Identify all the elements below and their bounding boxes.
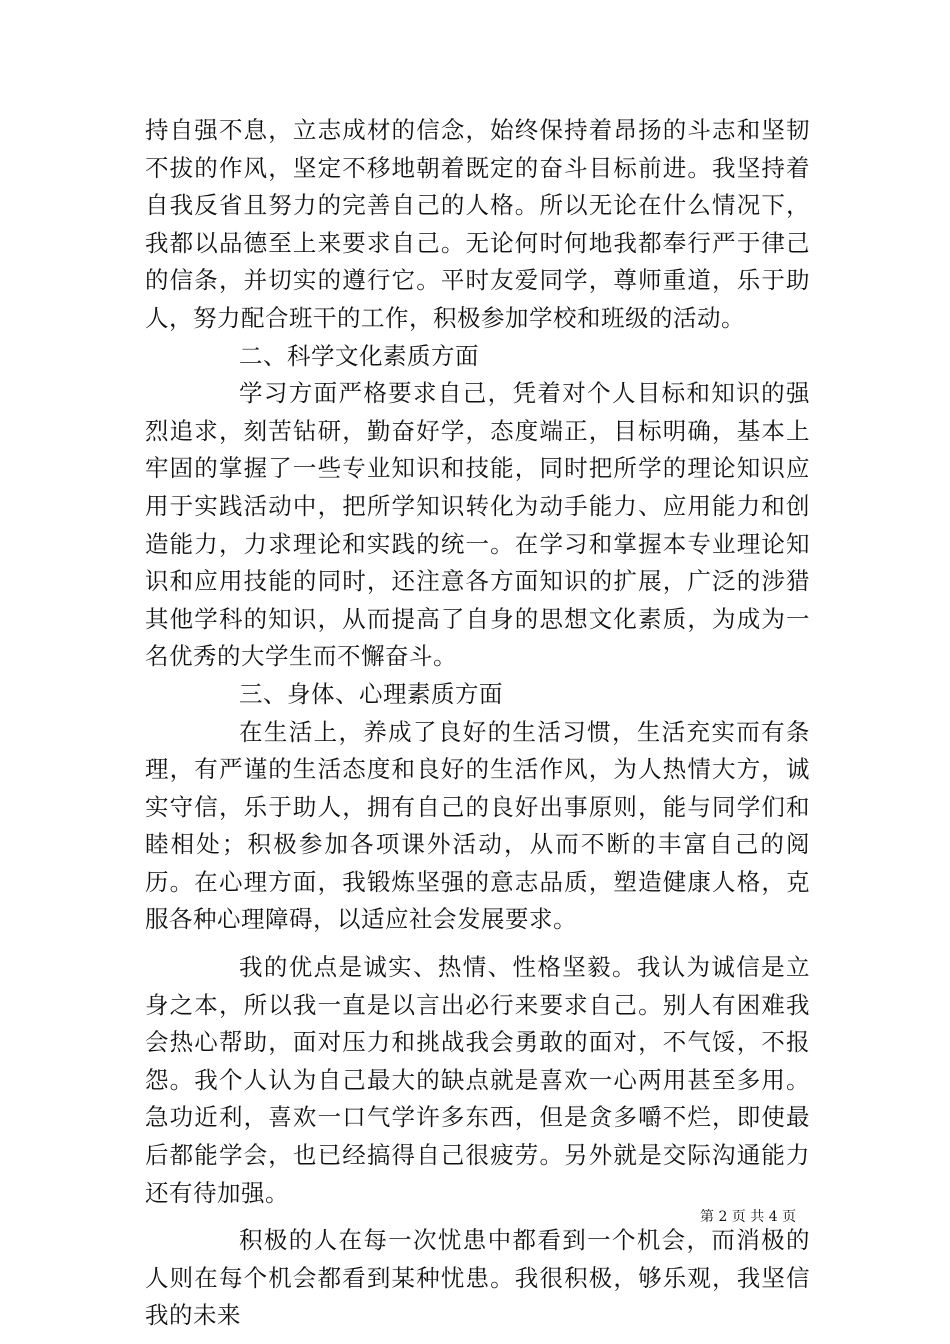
paragraph-strengths-weaknesses: 我的优点是诚实、热情、性格坚毅。我认为诚信是立身之本，所以我一直是以言出必行来要求自己。别人有困难我会热心帮助，面对压力和挑战我会勇敢的面对，不气馁，不报怨。我个人认为自己最大的缺点就是喜欢一心两用甚至多用。急功近利，喜欢一口气学许多东西，但是贪多嚼不烂，即使最后都能学会，也已经搞得自己很疲劳。另外就是交际沟通能力还有待加强。: [145, 953, 810, 1207]
paragraph-study: 学习方面严格要求自己，凭着对个人目标和知识的强烈追求，刻苦钻研，勤奋好学，态度端正，目标明确，基本上牢固的掌握了一些专业知识和技能，同时把所学的理论知识应用于实践活动中，把所学知识转化为动手能力、应用能力和创造能力，力求理论和实践的统一。在学习和掌握本专业理论知识和应用技能的同时，还注意各方面知识的扩展，广泛的涉猎其他学科的知识，从而提高了自身的思想文化素质，为成为一名优秀的大学生而不懈奋斗。: [145, 379, 810, 671]
paragraph-continuation: 持自强不息，立志成材的信念，始终保持着昂扬的斗志和坚韧不拔的作风，坚定不移地朝着既定的奋斗目标前进。我坚持着自我反省且努力的完善自己的人格。所以无论在什么情况下，我都以品德至上来要求自己。无论何时何地我都奉行严于律己的信条，并切实的遵行它。平时友爱同学，尊师重道，乐于助人，努力配合班干的工作，积极参加学校和班级的活动。: [145, 116, 810, 332]
paragraph-life: 在生活上，养成了良好的生活习惯，生活充实而有条理，有严谨的生活态度和良好的生活作风，为人热情大方，诚实守信，乐于助人，拥有自己的良好出事原则，能与同学们和睦相处；积极参加各项课外活动，从而不断的丰富自己的阅历。在心理方面，我锻炼坚强的意志品质，塑造健康人格，克服各种心理障碍，以适应社会发展要求。: [145, 717, 810, 934]
document-body: [145, 112, 810, 1335]
page-number-footer: 第 2 页 共 4 页: [700, 1209, 797, 1225]
section-heading-science-culture: 二、科学文化素质方面: [239, 341, 479, 370]
section-heading-body-mind: 三、身体、心理素质方面: [239, 679, 503, 708]
paragraph-optimism: 积极的人在每一次忧患中都看到一个机会，而消极的人则在每个机会都看到某种忧患。我很积极，够乐观，我坚信我的未来: [145, 1226, 810, 1330]
